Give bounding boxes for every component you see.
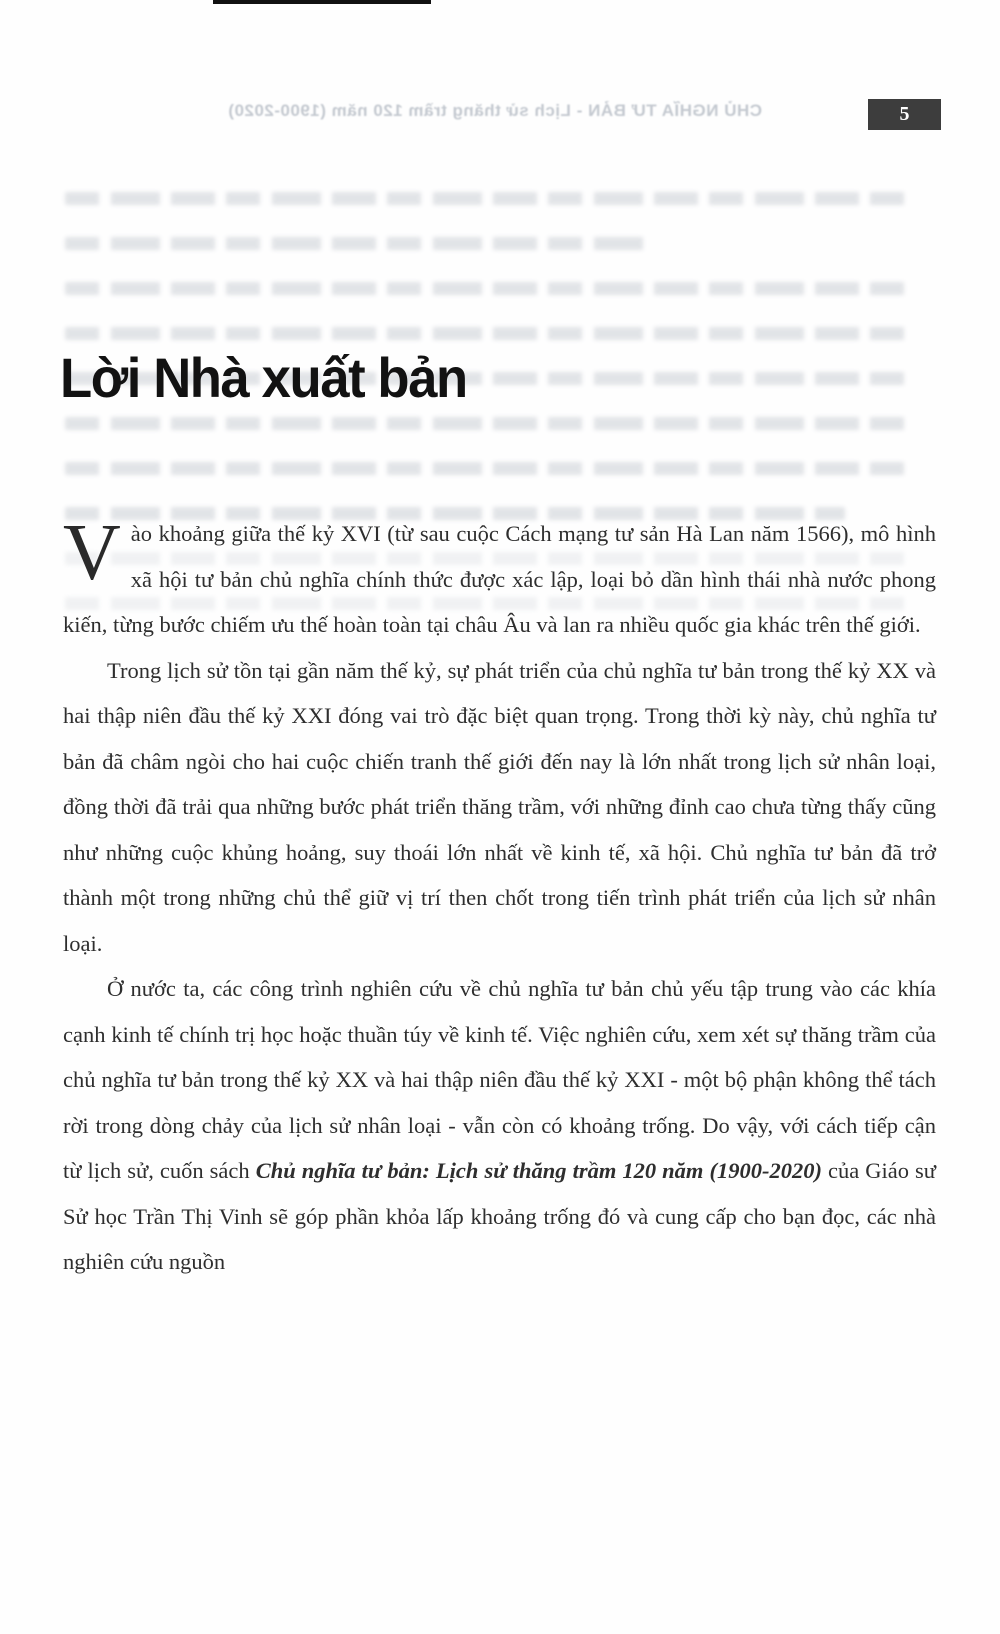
bleedthrough-line — [65, 282, 905, 295]
scan-artifact — [213, 0, 431, 4]
chapter-title: Lời Nhà xuất bản — [60, 346, 467, 409]
page-number: 5 — [899, 103, 910, 125]
bleedthrough-line — [65, 237, 645, 250]
paragraph-2-text: Trong lịch sử tồn tại gần năm thế kỷ, sự phát triển của chủ nghĩa tư bản trong thế kỷ XX và hai thập niên đầu thế kỷ XXI đóng vai trò đặc biệt quan trọng. Trong thời kỳ này, chủ nghĩa tư bản đã châm ngòi cho hai cuộc chiến tranh thế giới đến nay là lớn nhất trong lịch sử nhân loại, đồng thời đã trải qua những bước phát triển thăng trầm, với những đỉnh cao chưa từng thấy cũng như những cuộc khủng hoảng, suy thoái lớn nhất về kinh tế, xã hội. Chủ nghĩa tư bản đã trở thành một trong những chủ thể giữ vị trí then chốt trong tiến trình phát triển của lịch sử nhân loại. — [63, 657, 936, 956]
dropcap: V — [63, 509, 121, 597]
paragraph-3 — [63, 966, 936, 1285]
page-number-badge — [868, 99, 941, 130]
bleedthrough-line — [65, 462, 905, 475]
bleedthrough-line — [65, 192, 905, 205]
running-head-bleedthrough: CHỦ NGHĨA TƯ BẢN - Lịch sử thăng trầm 120 năm (1900-2020) — [227, 101, 762, 120]
bleedthrough-line — [65, 327, 905, 340]
paragraph-3-text-tail: của Giáo sư Sử học Trần Thị Vinh sẽ góp phần khỏa lấp khoảng trống đó và cung cấp cho bạn đọc, các nhà nghiên cứu nguồn — [63, 1158, 936, 1274]
paragraph-2 — [63, 648, 936, 967]
book-title-reference: Chủ nghĩa tư bản: Lịch sử thăng trầm 120 năm (1900-2020) — [255, 1158, 822, 1183]
paragraph-1 — [63, 511, 936, 648]
paragraph-3-text-lead: Ở nước ta, các công trình nghiên cứu về chủ nghĩa tư bản chủ yếu tập trung vào các khía cạnh kinh tế chính trị học hoặc thuần túy về kinh tế. Việc nghiên cứu, xem xét sự thăng trầm của chủ nghĩa tư bản trong thế kỷ XX và hai thập niên đầu thế kỷ XXI - một bộ phận không thể tách rời trong dòng chảy của lịch sử nhân loại - vẫn còn có khoảng trống. Do vậy, với cách tiếp cận từ lịch sử, cuốn sách — [63, 976, 936, 1183]
body-text — [63, 511, 936, 1285]
bleedthrough-line — [65, 417, 905, 430]
paragraph-1-text: ào khoảng giữa thế kỷ XVI (từ sau cuộc Cách mạng tư sản Hà Lan năm 1566), mô hình xã hội tư bản chủ nghĩa chính thức được xác lập, loại bỏ dần hình thái nhà nước phong kiến, từng bước chiếm ưu thế hoàn toàn tại châu Âu và lan ra nhiều quốc gia khác trên thế giới. — [63, 521, 936, 637]
